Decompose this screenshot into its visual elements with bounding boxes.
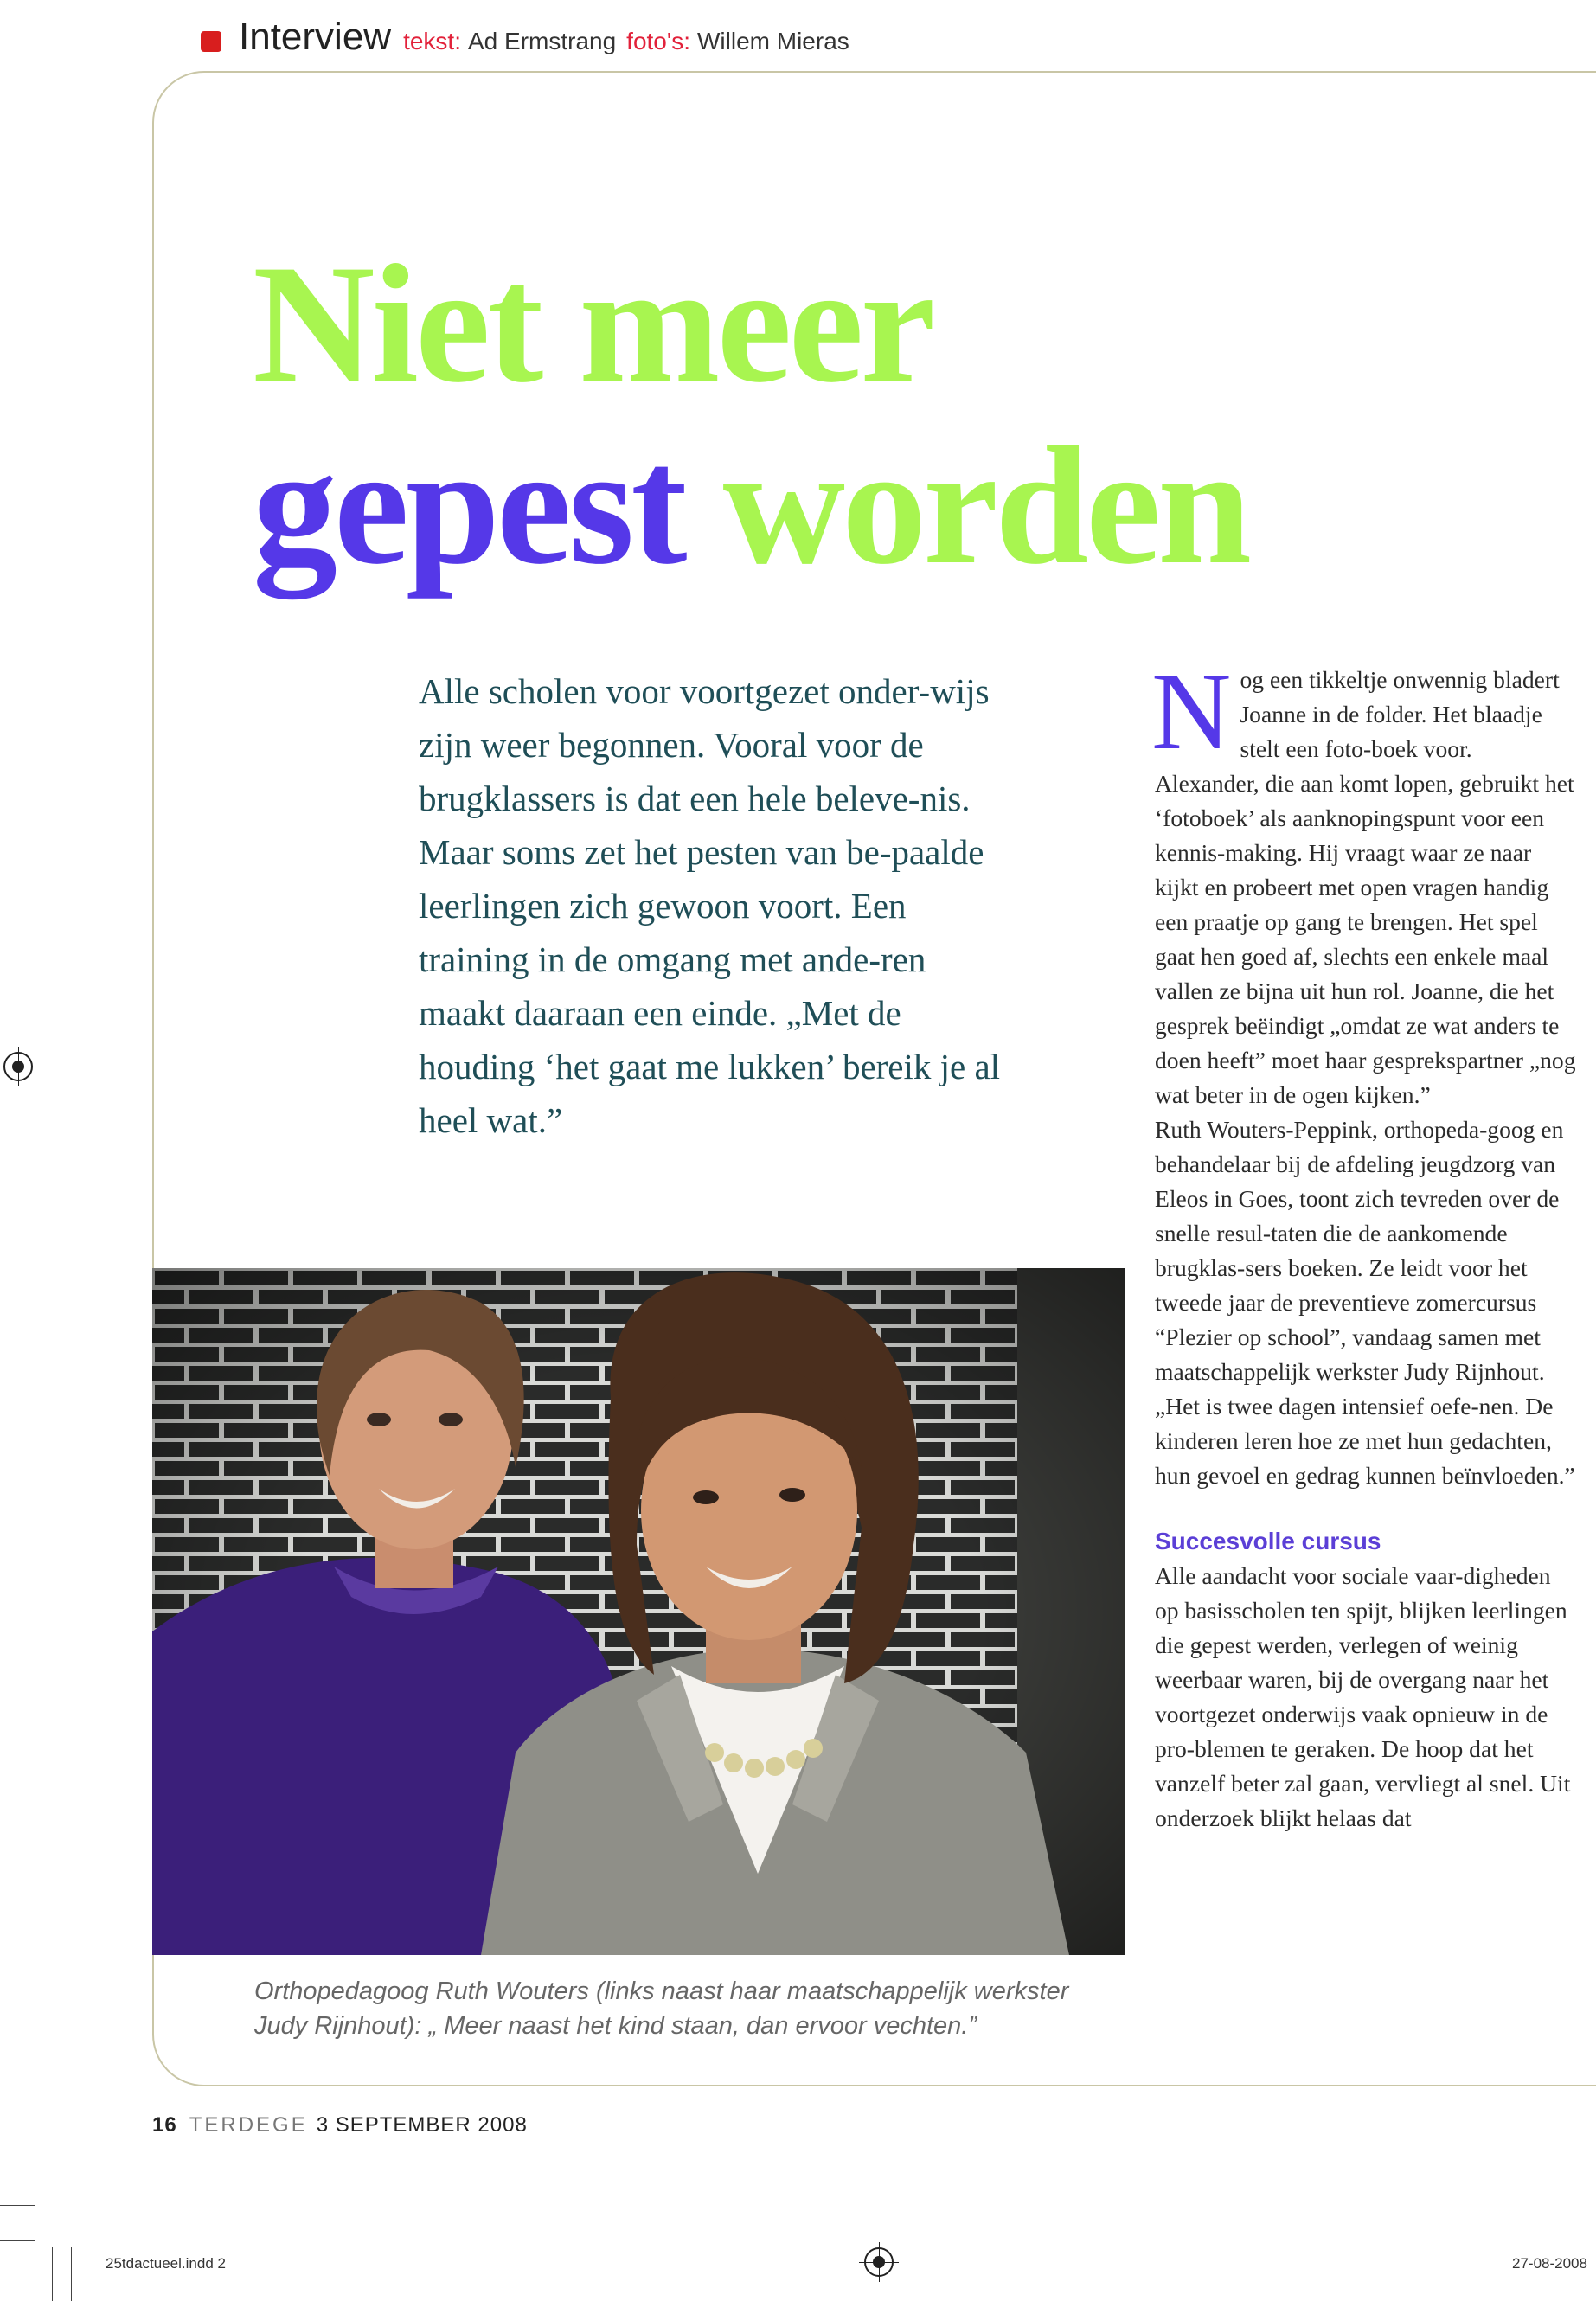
body-paragraph-1 <box>1151 650 1579 1112</box>
magazine-name: TERDEGE <box>189 2113 308 2137</box>
photo-caption: Orthopedagoog Ruth Wouters (links naast haar maatschappelijk werkster Judy Rijnhout): „ Meer naast het kind staan, dan ervoor vechten.” <box>254 1977 1069 2040</box>
subheading: Succesvolle cursus <box>1155 1528 1381 1554</box>
drop-cap: N <box>1151 650 1232 772</box>
lead-paragraph: Alle scholen voor voortgezet onder-wijs zijn weer begonnen. Vooral voor de brugklassers is dat een hele beleve-nis. Maar soms zet het pesten van be-paalde leerlingen zich gewoon voort. Een training in de omgang met ande-ren maakt daaraan een einde. „Met de houding ‘het gaat me lukken’ bereik je al heel wat.” <box>419 671 1001 1140</box>
page-number: 16 <box>152 2113 177 2137</box>
photo-credit-author: Willem Mieras <box>697 28 849 54</box>
crop-mark <box>71 2247 72 2301</box>
slug-filename: 25tdactueel.indd 2 <box>106 2255 226 2272</box>
body-column <box>1151 650 1579 1836</box>
text-credit-label: tekst: <box>403 28 461 54</box>
text-credit-author: Ad Ermstrang <box>468 28 617 54</box>
photo-illustration <box>152 1268 1125 1955</box>
headline <box>253 230 1249 599</box>
issue-date: 3 SEPTEMBER 2008 <box>316 2113 528 2137</box>
photo-credit-label: foto's: <box>626 28 690 54</box>
page-folio <box>152 2113 528 2138</box>
registration-mark-icon <box>864 2247 894 2277</box>
body-paragraph-2: Ruth Wouters-Peppink, orthopeda-goog en behandelaar bij de afdeling jeugdzorg van Eleos in Goes, toont zich tevreden over de snelle resul-taten die de aankomende brugklas-sers boeken. Ze leidt voor het tweede jaar de preventieve zomercursus “Plezier op school”, vandaag samen met maatschappelijk werkster Judy Rijnhout. <box>1155 1116 1564 1385</box>
body-paragraph-3: „Het is twee dagen intensief oefe-nen. De kinderen leren hoe ze met hun gedachten, hun gevoel en gedrag kunnen beïnvloeden.” <box>1155 1393 1575 1489</box>
registration-mark-icon <box>3 1052 33 1081</box>
headline-line-1: Niet meer <box>253 230 933 418</box>
headline-word-worden: worden <box>722 412 1249 599</box>
crop-mark <box>0 2205 35 2206</box>
body-paragraph-4: Alle aandacht voor sociale vaar-digheden op basisscholen ten spijt, blijken leerlingen die gepest werden, verlegen of weinig weerbaar waren, bij de overgang naar het voortgezet onderwijs vaak opnieuw in de pro-blemen te geraken. De hoop dat het vanzelf beter zal gaan, vervliegt al snel. Uit onderzoek blijkt helaas dat <box>1155 1562 1571 1831</box>
section-marker-icon <box>201 31 221 52</box>
crop-mark <box>52 2247 53 2301</box>
article-header <box>201 16 860 67</box>
section-label: Interview <box>239 16 392 58</box>
headline-line-2 <box>253 412 1249 599</box>
article-photo <box>152 1268 1125 1955</box>
crop-mark <box>0 2240 35 2241</box>
body-paragraph-1-text: og een tikkeltje onwennig bladert Joanne in de folder. Het blaadje stelt een foto-boek voor. Alexander, die aan komt lopen, gebruikt het ‘fotoboek’ als aanknopingspunt voor een kennis-making. Hij vraagt waar ze naar kijkt en probeert met open vragen handig een praatje op gang te brengen. Het spel gaat hen goed af, slechts een enkele maal vallen ze bijna uit hun rol. Joanne, die het gesprek beëindigt „omdat ze wat anders te doen heeft” moet haar gesprekspartner „nog wat beter in de ogen kijken.” <box>1155 666 1576 1108</box>
slug-date: 27-08-2008 <box>1512 2255 1587 2272</box>
headline-word-gepest: gepest <box>253 412 684 599</box>
